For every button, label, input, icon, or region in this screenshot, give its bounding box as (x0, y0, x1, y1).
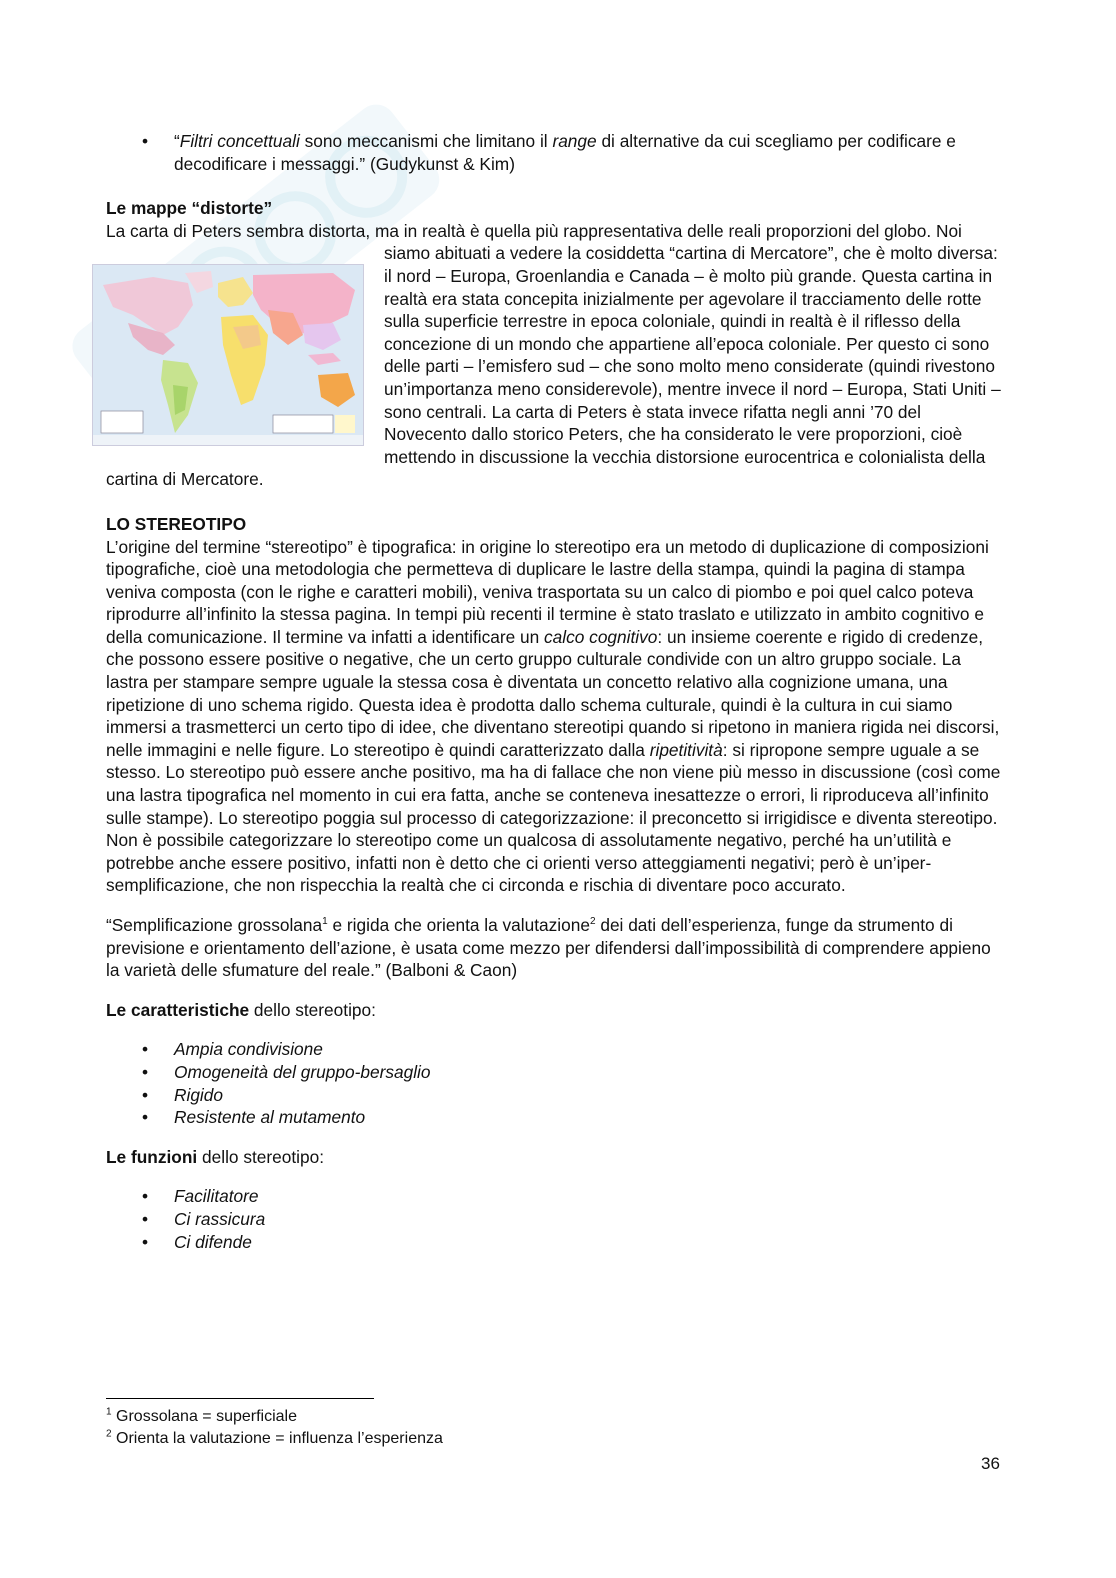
caratteristica-label: Ampia condivisione (174, 1039, 323, 1060)
footnote-number: 1 (106, 1406, 112, 1418)
section-mappe (106, 197, 1006, 491)
funzioni-list (106, 1185, 1006, 1253)
stereotipo-paragraph-1 (106, 536, 1006, 830)
bullet-icon: • (142, 1208, 149, 1229)
page-content (106, 130, 1006, 1253)
peters-map-image (92, 264, 364, 446)
heading-stereotipo: LO STEREOTIPO (106, 513, 247, 534)
term-filtri: Filtri concettuali (179, 131, 300, 151)
intro-text-a: sono meccanismi che limitano il (299, 131, 553, 151)
intro-bullet-list (106, 130, 1006, 175)
list-item (106, 1061, 1006, 1084)
funzione-label: Facilitatore (174, 1186, 259, 1207)
bullet-icon: • (142, 1107, 149, 1128)
mappe-text: La carta di Peters sembra distorta, ma in realtà è quella più rappresentativa delle reali proporzioni del globo. Noi siamo abituati a vedere la cosiddetta “cartina di Mercatore”, che è molto diversa: il nord – Europa, Groenlandia e Canada – è molto più grande. Questa cartina in realtà era stata concepita inizialmente per agevolare il tracciamento delle rotte sulla superficie terrestre in epoca coloniale, quindi in realtà è il riflesso della concezione di un mondo che appartiene all’epoca coloniale. Per questo ci sono delle parti – l’emisfero sud – che sono molto meno considerate (quindi rivestono un’importanza meno considerevole), mentre invece il nord – Europa, Stati Uniti – sono centrali. La carta di Peters è stata invece rifatta negli anni ’70 del Novecento dallo storico Peters, che ha considerato le vere proporzioni, cioè mettendo in discussione la vecchia distorsione eurocentrica e colonialista della cartina di Mercatore. (106, 220, 1001, 490)
footnote-number: 2 (106, 1428, 112, 1440)
p1-text-c: : si ripropone sempre uguale a se stesso. Lo stereotipo può essere anche positivo, ma ha di fallace che non viene più messo in discussione (così come una lastra tipografica nel momento in cui era fatta, anche se conteneva inesattezze o errori, li riproduceva all’infinito sulle stampe). Lo stereotipo poggia sul processo di categorizzazione: il preconcetto si irrigidisce e diventa stereotipo. (106, 739, 1001, 828)
footnotes (106, 1406, 806, 1450)
term-calco-cognitivo: calco cognitivo (544, 626, 658, 647)
list-item (106, 1185, 1006, 1208)
footnote-separator (106, 1398, 374, 1399)
intro-text-b: di alternative da cui scegliamo per codificare e decodificare i messaggi.” (Gudykunst & Kim) (174, 131, 956, 174)
bullet-icon: • (142, 1061, 149, 1082)
intro-bullet (106, 130, 1006, 175)
quote-text-a: “Semplificazione grossolana (106, 915, 323, 935)
list-item (106, 1106, 1006, 1129)
footnote-2 (106, 1428, 806, 1450)
funzioni-rest: dello stereotipo: (197, 1146, 325, 1167)
list-item (106, 1084, 1006, 1107)
footnote-ref-1[interactable]: 1 (322, 916, 328, 928)
caratteristiche-rest: dello stereotipo: (249, 999, 376, 1020)
footnote-text: Orienta la valutazione = influenza l’esperienza (116, 1430, 443, 1447)
caratteristiche-label: Le caratteristiche (106, 999, 250, 1020)
stereotipo-paragraph-2: Non è possibile categorizzare lo stereotipo come un qualcosa di assolutamente negativo, perché ha un’utilità e potrebbe anche essere positivo, infatti non è detto che ci orienti verso atteggiamenti negativi; però è un’iper-semplificazione, che non rispecchia la realtà che ci circonda e rischia di diventare poco accurato. (106, 830, 952, 896)
footnote-ref-2[interactable]: 2 (589, 916, 596, 928)
section-stereotipo (106, 513, 1006, 1253)
bullet-icon: • (142, 1186, 149, 1207)
bullet-icon: • (142, 131, 149, 151)
term-range: range (552, 131, 597, 151)
bullet-icon: • (142, 1039, 149, 1060)
caratteristica-label: Resistente al mutamento (174, 1107, 366, 1128)
caratteristiche-list (106, 1038, 1006, 1128)
world-map-graphic (93, 265, 363, 445)
mappe-body (106, 220, 1006, 491)
heading-mappe: Le mappe “distorte” (106, 198, 273, 219)
quote-open: “ (174, 131, 180, 151)
caratteristica-label: Omogeneità del gruppo-bersaglio (174, 1061, 431, 1082)
p1-text-b: : un insieme coerente e rigido di credenze, che possono essere positive o negative, che un certo gruppo culturale condivide con un altro gruppo sociale. La lastra per stampare sempre uguale la stessa cosa è diventata un concetto relativo alla cognizione umana, una ripetizione di uno schema rigido. Questa idea è prodotta dallo schema culturale, quindi è la cultura in cui siamo immersi a trasmetterci un certo tipo di idee, che diventano stereotipi quando si ripetono in maniera rigida nei discorsi, nelle immagini e nelle figure. Lo stereotipo è quindi caratterizzato dalla (106, 626, 1000, 760)
quote-paragraph (106, 914, 1006, 982)
bullet-icon: • (142, 1231, 149, 1252)
funzioni-label: Le funzioni (106, 1146, 198, 1167)
quote-text-c: dei dati dell’esperienza, funge da strumento di previsione e orientamento dell’azione, è usata come mezzo per difendersi dall’impossibilità di comprendere appieno la varietà delle sfumature del reale.” (Balboni & Caon) (106, 915, 991, 981)
footnote-1 (106, 1406, 806, 1428)
footnote-text: Grossolana = superficiale (116, 1408, 297, 1425)
caratteristiche-intro (106, 999, 1006, 1022)
quote-text-b: e rigida che orienta la valutazione (327, 915, 590, 935)
p1-text-a: L’origine del termine “stereotipo” è tipografica: in origine lo stereotipo era un metodo di duplicazione di composizioni tipografiche, cioè una metodologia che permetteva di duplicare le lastre della stampa, quindi la pagina di stampa veniva composta (con le righe e caratteri mobili), veniva trasportata su un calco di piombo e poi quel calco poteva riprodurre all’infinito la stessa pagina. In tempi più recenti il termine è stato traslato e utilizzato in ambito cognitivo e della comunicazione. Il termine va infatti a identificare un (106, 536, 989, 647)
bullet-icon: • (142, 1084, 149, 1105)
list-item (106, 1038, 1006, 1061)
funzione-label: Ci rassicura (174, 1208, 266, 1229)
list-item (106, 1208, 1006, 1231)
funzione-label: Ci difende (174, 1231, 252, 1252)
page-number: 36 (981, 1454, 1000, 1473)
funzioni-intro (106, 1146, 1006, 1169)
caratteristica-label: Rigido (174, 1084, 223, 1105)
list-item (106, 1231, 1006, 1254)
term-ripetitivita: ripetitività (649, 739, 723, 760)
